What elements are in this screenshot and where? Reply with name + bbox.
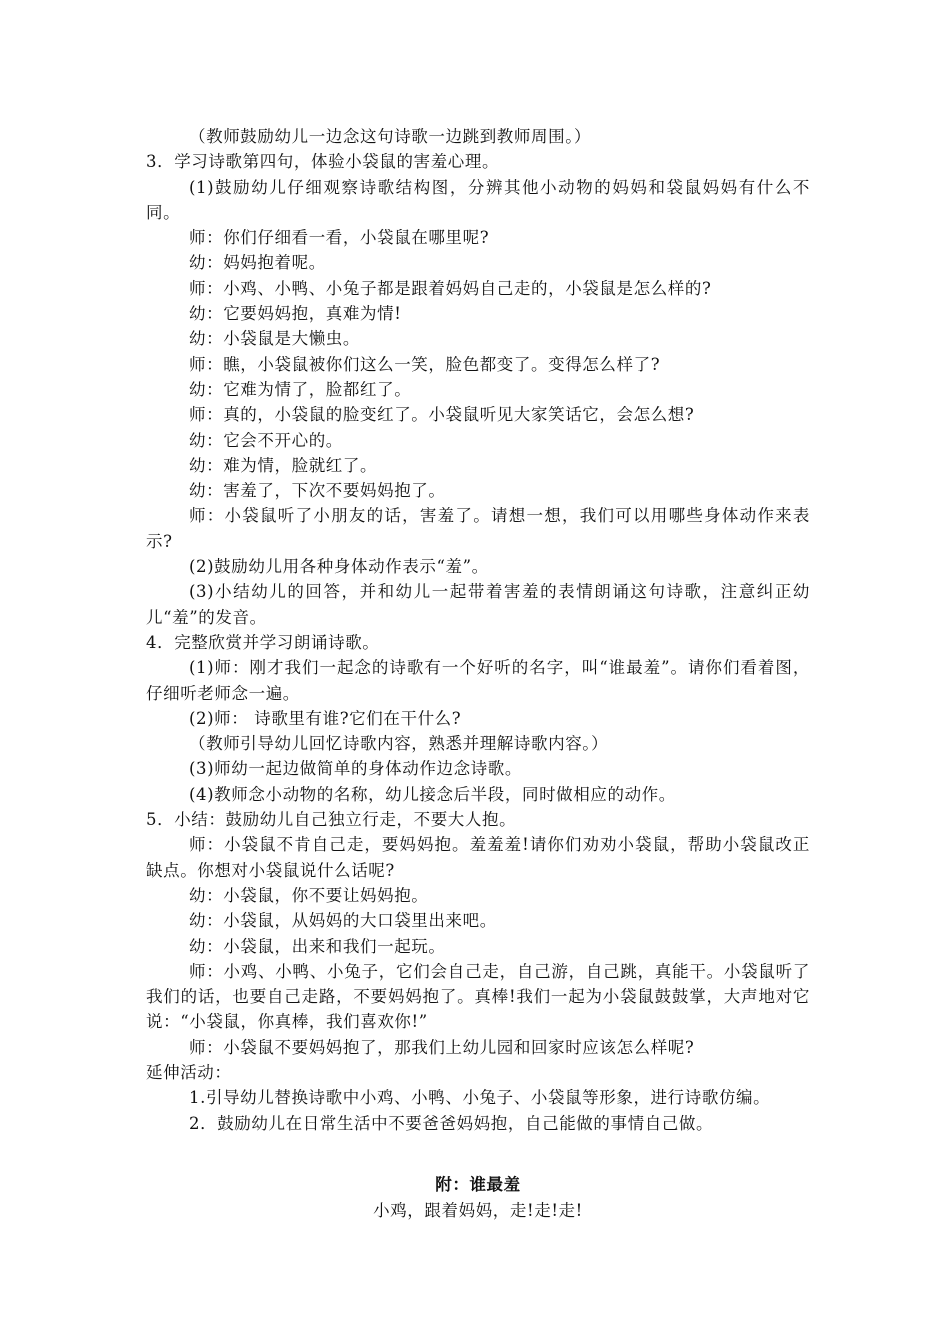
paragraph: (2)师： 诗歌里有谁?它们在干什么? — [189, 708, 462, 728]
appendix-title: 附：谁最羞 — [435, 1175, 521, 1194]
paragraph: (2)鼓励幼儿用各种身体动作表示“羞”。 — [189, 557, 489, 577]
paragraph: 幼：妈妈抱着呢。 — [189, 253, 326, 273]
paragraph: 2．鼓励幼儿在日常生活中不要爸爸妈妈抱，自己能做的事情自己做。 — [189, 1113, 714, 1133]
paragraph: 幼：小袋鼠，从妈妈的大口袋里出来吧。 — [189, 911, 497, 931]
paragraph: (4)教师念小动物的名称，幼儿接念后半段，同时做相应的动作。 — [189, 784, 676, 804]
paragraph: 幼：小袋鼠是大懒虫。 — [189, 329, 360, 349]
paragraph: 4．完整欣赏并学习朗诵诗歌。 — [146, 632, 380, 652]
paragraph: 师：小鸡、小鸭、小兔子，它们会自己走，自己游，自己跳，真能干。小袋鼠听了我们的话，也要自己走路，不要妈妈抱了。真棒!我们一起为小袋鼠鼓鼓掌，大声地对它说：“小袋鼠，你真棒，我们喜欢你!” — [146, 961, 810, 1032]
paragraph: 延伸活动： — [146, 1062, 232, 1082]
paragraph: 师：真的，小袋鼠的脸变红了。小袋鼠听见大家笑话它，会怎么想? — [189, 405, 695, 425]
paragraph: 师：小鸡、小鸭、小兔子都是跟着妈妈自己走的，小袋鼠是怎么样的? — [189, 278, 712, 298]
paragraph: 幼：小袋鼠，你不要让妈妈抱。 — [189, 885, 429, 905]
paragraph: (1)师：刚才我们一起念的诗歌有一个好听的名字，叫“谁最羞”。请你们看着图，仔细听老师念一遍。 — [146, 658, 810, 703]
paragraph: 5．小结：鼓励幼儿自己独立行走，不要大人抱。 — [146, 810, 517, 830]
paragraph: (3)师幼一起边做简单的身体动作边念诗歌。 — [189, 759, 522, 779]
paragraph: 1.引导幼儿替换诗歌中小鸡、小鸭、小兔子、小袋鼠等形象，进行诗歌仿编。 — [189, 1088, 771, 1108]
paragraph: 师：小袋鼠不肯自己走，要妈妈抱。羞羞羞!请你们劝劝小袋鼠，帮助小袋鼠改正缺点。你想对小袋鼠说什么话呢? — [146, 835, 810, 880]
paragraph: 幼：它难为情了，脸都红了。 — [189, 379, 412, 399]
paragraph: (1)鼓励幼儿仔细观察诗歌结构图，分辨其他小动物的妈妈和袋鼠妈妈有什么不同。 — [146, 177, 810, 222]
paragraph: 幼：它会不开心的。 — [189, 430, 343, 450]
paragraph: 幼：小袋鼠，出来和我们一起玩。 — [189, 936, 446, 956]
paragraph: 师：瞧，小袋鼠被你们这么一笑，脸色都变了。变得怎么样了? — [189, 354, 661, 374]
document-body — [146, 124, 810, 1136]
paragraph: （教师引导幼儿回忆诗歌内容，熟悉并理解诗歌内容。） — [189, 734, 609, 754]
paragraph: (3)小结幼儿的回答，并和幼儿一起带着害羞的表情朗诵这句诗歌，注意纠正幼儿“羞”的发音。 — [146, 582, 810, 627]
paragraph: 师：小袋鼠不要妈妈抱了，那我们上幼儿园和回家时应该怎么样呢? — [189, 1037, 695, 1057]
paragraph: 师：小袋鼠听了小朋友的话，害羞了。请想一想，我们可以用哪些身体动作来表示? — [146, 506, 810, 551]
poem-line: 小鸡，跟着妈妈，走!走!走! — [373, 1201, 583, 1220]
paragraph: 幼：难为情，脸就红了。 — [189, 455, 378, 475]
paragraph: 幼：它要妈妈抱，真难为情! — [189, 304, 402, 324]
paragraph: 幼：害羞了，下次不要妈妈抱了。 — [189, 481, 446, 501]
paragraph: 师：你们仔细看一看，小袋鼠在哪里呢? — [189, 228, 490, 248]
paragraph: 3．学习诗歌第四句，体验小袋鼠的害羞心理。 — [146, 152, 500, 172]
paragraph: （教师鼓励幼儿一边念这句诗歌一边跳到教师周围。） — [189, 127, 592, 146]
